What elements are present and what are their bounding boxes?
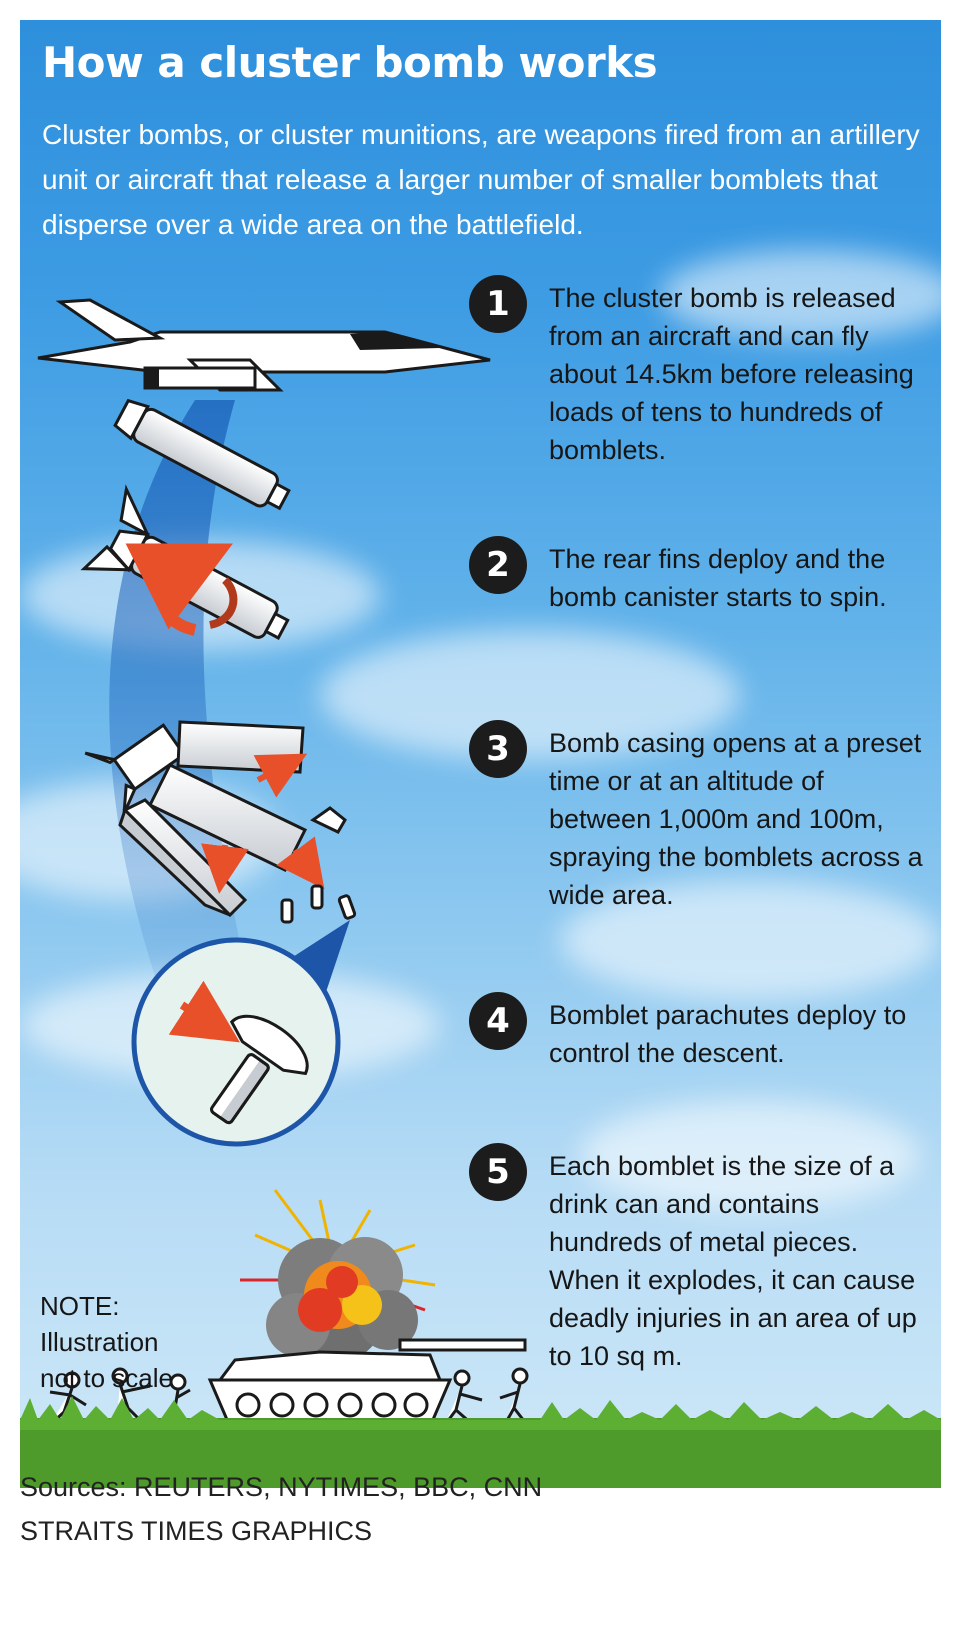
disperse-arrow: [222, 845, 225, 870]
step-number-badge: 5: [469, 1143, 527, 1201]
intro-text: Cluster bombs, or cluster munitions, are weapons fired from an artillery unit or aircraft that release a larger number of smaller bomblets that disperse over a wide area on the battlefield.: [42, 119, 920, 240]
scale-note: NOTE: Illustration not to scale: [40, 1291, 173, 1393]
step-text: The cluster bomb is released from an aircraft and can fly about 14.5km before releasing loads of tens to hundreds of bomblets.: [549, 283, 914, 465]
disperse-arrow: [295, 850, 310, 870]
explosion-icon: [240, 1190, 435, 1360]
step-number-badge: 4: [469, 992, 527, 1050]
step-number-badge: 3: [469, 720, 527, 778]
step-text: Bomb casing opens at a preset time or at an altitude of between 1,000m and 100m, spraying the bomblets across a wide area.: [549, 728, 923, 910]
page-title: How a cluster bomb works: [42, 38, 658, 87]
step-text: Bomblet parachutes deploy to control the descent.: [549, 1000, 907, 1068]
aircraft-icon: [38, 300, 490, 390]
infographic-panel: [20, 20, 941, 1488]
step-number-badge: 1: [469, 275, 527, 333]
bomblets-icon: [282, 886, 355, 922]
sources-line: Sources: REUTERS, NYTIMES, BBC, CNN: [20, 1472, 543, 1502]
tank-icon: [210, 1340, 525, 1422]
credit-line: STRAITS TIMES GRAPHICS: [20, 1516, 373, 1546]
step-number-badge: 2: [469, 536, 527, 594]
step-text: The rear fins deploy and the bomb canister starts to spin.: [549, 544, 887, 612]
step-text: Each bomblet is the size of a drink can and contains hundreds of metal pieces. When it explodes, it can cause deadly injuries in an area of up to 10 sq m.: [549, 1151, 917, 1371]
